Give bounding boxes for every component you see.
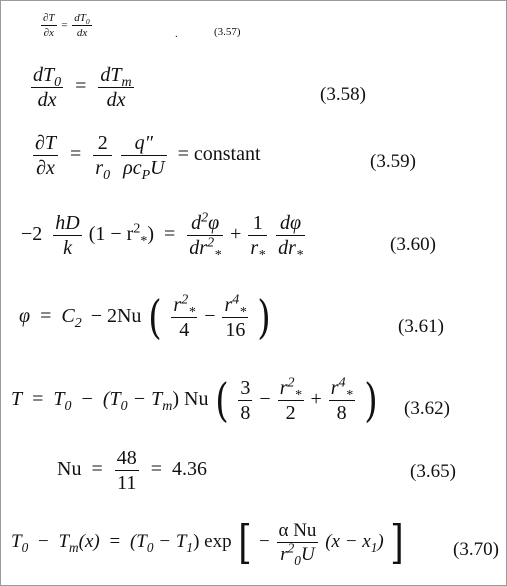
equals-sign: = <box>40 305 52 328</box>
left-paren: ( <box>148 290 163 345</box>
equation-number-3-57: (3.57) <box>214 26 241 38</box>
numerator: $r^2_*$ <box>279 375 302 403</box>
equals-sign: = <box>32 388 44 411</box>
minus-sign: − <box>204 305 216 328</box>
denominator: $dr_*$ <box>278 237 303 263</box>
fraction <box>121 132 167 183</box>
equals-sign: = <box>61 19 68 32</box>
numerator: $dT_0$ <box>33 64 62 90</box>
left-paren: ( <box>215 373 230 428</box>
equals-sign: = <box>91 458 103 481</box>
fraction <box>41 13 57 39</box>
denominator: ∂x <box>43 27 54 39</box>
equation-3-62 <box>11 373 380 428</box>
fraction <box>238 378 252 423</box>
constant-text: = constant <box>177 143 261 166</box>
nusselt-value: 4.36 <box>172 458 208 481</box>
fraction <box>171 292 197 341</box>
right-paren: ) <box>363 373 378 428</box>
stray-dot: . <box>175 28 178 40</box>
fraction <box>248 212 267 263</box>
minus-sign: − <box>259 388 271 411</box>
fraction <box>115 448 139 493</box>
equation-number-3-70: (3.70) <box>453 539 499 560</box>
denominator: 2 <box>285 402 296 424</box>
parenthesized-term: $(1 - r^2_*)$ <box>88 221 155 250</box>
numerator: 1 <box>248 213 267 236</box>
difference-term: ($T_0 - T_m$ <box>102 388 173 415</box>
numerator: $r^4_*$ <box>330 375 353 403</box>
numerator: hD <box>55 212 80 234</box>
x-difference: $(x - x_1)$ <box>325 530 384 555</box>
nusselt-term: ) Nu <box>172 388 209 411</box>
t0-term: $T_0$ <box>53 388 72 415</box>
numerator: $d^2\varphi$ <box>187 213 223 236</box>
minus-sign: − <box>37 530 49 552</box>
right-paren: ) <box>257 290 271 345</box>
equation-3-65 <box>57 448 207 493</box>
denominator: ∂x <box>36 157 55 179</box>
equals-sign: = <box>75 75 87 98</box>
t-symbol: T <box>11 388 23 411</box>
denominator: $dr^2_*$ <box>189 235 222 263</box>
nusselt-symbol: Nu <box>57 458 82 481</box>
equation-3-61 <box>19 290 273 345</box>
equation-number-3-59: (3.59) <box>370 151 416 172</box>
equals-sign: = <box>70 143 82 166</box>
fraction <box>187 210 223 263</box>
right-bracket: ] <box>390 515 405 570</box>
equals-sign: = <box>164 223 176 246</box>
denominator: 16 <box>225 319 246 341</box>
fraction <box>53 213 81 258</box>
fraction <box>222 292 248 341</box>
fraction <box>31 65 63 110</box>
denominator: 8 <box>336 402 347 424</box>
denominator: 4 <box>179 319 190 341</box>
fraction <box>278 375 304 424</box>
equation-3-70 <box>11 515 406 570</box>
equation-number-3-58: (3.58) <box>320 84 366 105</box>
numerator: 48 <box>116 447 137 469</box>
fraction <box>72 13 91 39</box>
numerator: $dT_m$ <box>100 64 132 90</box>
fraction <box>93 132 112 183</box>
denominator: dx <box>37 89 57 111</box>
denominator: 11 <box>117 472 137 494</box>
phi-symbol: φ <box>19 305 31 328</box>
equals-sign: = <box>109 530 121 552</box>
equals-sign: = <box>150 458 163 481</box>
difference-term: ($T_0 - T_1$ <box>129 530 194 555</box>
denominator: dx <box>76 27 88 39</box>
equation-number-3-60: (3.60) <box>390 234 436 255</box>
exp-function: ) exp <box>193 530 232 552</box>
equation-3-60 <box>21 210 307 263</box>
numerator: $dT_0$ <box>74 12 90 27</box>
numerator: $r^4_*$ <box>224 292 247 320</box>
plus-sign: + <box>230 223 242 246</box>
equation-3-57 <box>39 13 94 39</box>
denominator: k <box>63 237 72 259</box>
equation-number-3-62: (3.62) <box>404 398 450 419</box>
numerator: α Nu <box>278 520 317 541</box>
numerator: dφ <box>276 213 305 236</box>
fraction <box>98 65 133 110</box>
numerator: 3 <box>240 377 251 399</box>
equation-3-59 <box>31 132 261 183</box>
fraction <box>277 520 319 568</box>
equation-number-3-61: (3.61) <box>398 316 444 337</box>
numerator: q″ <box>121 133 167 156</box>
constant-c2: $C_2$ <box>61 305 82 332</box>
denominator: $\rho c_PU$ <box>123 157 165 183</box>
denominator: $r_*$ <box>250 237 266 263</box>
denominator: 8 <box>240 402 251 424</box>
nusselt-term: − 2Nu <box>90 305 142 328</box>
fraction <box>276 212 305 263</box>
equation-number-3-65: (3.65) <box>410 461 456 482</box>
left-bracket: [ <box>238 515 253 570</box>
denominator: $r_0$ <box>95 157 111 183</box>
minus-sign: − <box>81 388 93 411</box>
numerator: ∂T <box>43 12 55 24</box>
numerator: ∂T <box>35 132 57 154</box>
coefficient: −2 <box>21 223 43 246</box>
t0-term: $T_0$ <box>11 530 29 555</box>
fraction <box>33 133 58 178</box>
fraction <box>329 375 355 424</box>
numerator: $r^2_*$ <box>173 292 196 320</box>
denominator: dx <box>106 89 126 111</box>
denominator: $r^2_0U$ <box>280 540 315 568</box>
tm-term: $T_m(x)$ <box>58 530 100 555</box>
numerator: 2 <box>93 133 112 156</box>
plus-sign: + <box>310 388 322 411</box>
equation-3-58 <box>29 65 136 110</box>
minus-sign: − <box>259 530 270 552</box>
